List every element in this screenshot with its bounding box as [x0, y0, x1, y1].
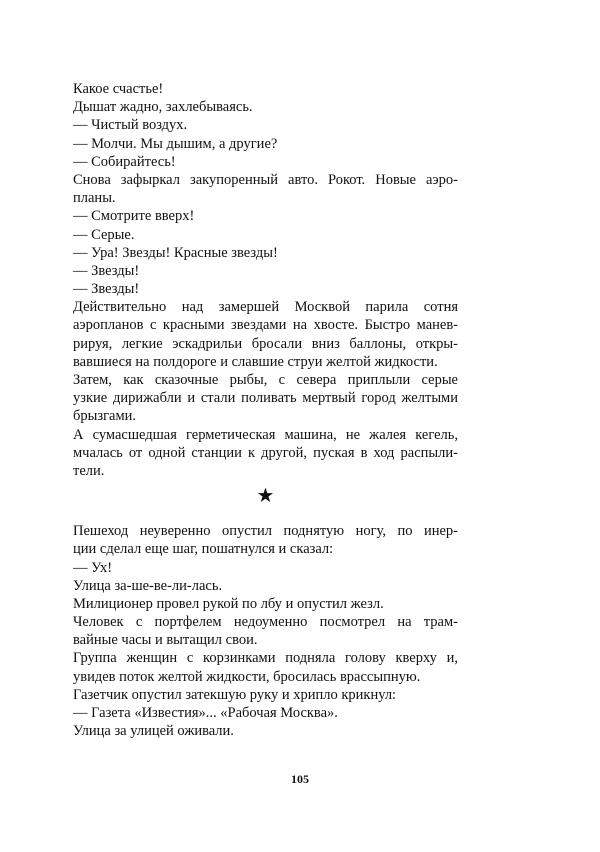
- text-line: Какое счастье!: [73, 81, 164, 97]
- text-line: вайные часы и вытащил свои.: [73, 632, 258, 649]
- text-line: Пешеход неуверенно опустил поднятую ногу, по инер-: [73, 523, 458, 540]
- text-line: брызгами.: [73, 408, 137, 425]
- text-line: рируя, легкие эскадрильи бросали вниз баллоны, откры-: [73, 335, 458, 352]
- text-line: аэропланов с красными звездами на хвосте. Быстро манев-: [73, 317, 458, 334]
- text-line: Группа женщин с корзинками подняла голову кверху и,: [73, 650, 458, 667]
- text-line: мчалась от одной станции к другой, пуская в ход распыли-: [73, 444, 458, 461]
- text-section-2: [73, 522, 458, 740]
- text-line: — Ура! Звезды! Красные звезды!: [73, 244, 278, 261]
- text-line: Милиционер провел рукой по лбу и опустил жезл.: [73, 595, 384, 612]
- text-line: Затем, как сказочные рыбы, с севера приплыли серые: [73, 372, 458, 388]
- text-line: — Чистый воздух.: [73, 117, 188, 134]
- text-line: узкие дирижабли и стали поливать мертвый город желтыми: [73, 390, 458, 407]
- text-line: — Собирайтесь!: [73, 153, 176, 170]
- text-line: тели.: [73, 462, 105, 479]
- text-line: — Газета «Известия»... «Рабочая Москва».: [73, 705, 338, 721]
- text-line: — Звезды!: [73, 262, 140, 279]
- text-line: Человек с портфелем недоуменно посмотрел на трам-: [73, 614, 458, 631]
- page-number: 105: [291, 772, 309, 786]
- text-line: Дышат жадно, захлебываясь.: [73, 99, 253, 116]
- text-line: вавшиеся на полдороге и славшие струи желтой жидкости.: [73, 353, 438, 370]
- text-line: увидев поток желтой жидкости, бросилась врассыпную.: [73, 668, 421, 685]
- text-line: — Смотрите вверх!: [73, 208, 195, 225]
- text-line: — Молчи. Мы дышим, а другие?: [73, 135, 278, 152]
- text-line: Улица за-ше-ве-ли-лась.: [73, 577, 223, 594]
- text-line: Действительно над замершей Москвой парила сотня: [73, 299, 458, 316]
- text-line: А сумасшедшая герметическая машина, не жалея кегель,: [73, 426, 458, 443]
- text-line: Газетчик опустил затекшую руку и хрипло крикнул:: [73, 686, 397, 703]
- text-section-1: [73, 80, 458, 480]
- text-line: — Звезды!: [73, 281, 140, 298]
- text-line: планы.: [73, 190, 116, 207]
- text-line: Снова зафыркал закупоренный авто. Рокот. Новые аэро-: [73, 171, 458, 188]
- text-line: Улица за улицей оживали.: [73, 723, 234, 740]
- text-line: — Серые.: [73, 226, 135, 243]
- text-line: — Ух!: [73, 559, 113, 576]
- section-divider-star-icon: ★: [256, 485, 275, 508]
- text-line: ции сделал еще шаг, пошатнулся и сказал:: [73, 541, 334, 558]
- page-text: [73, 80, 458, 740]
